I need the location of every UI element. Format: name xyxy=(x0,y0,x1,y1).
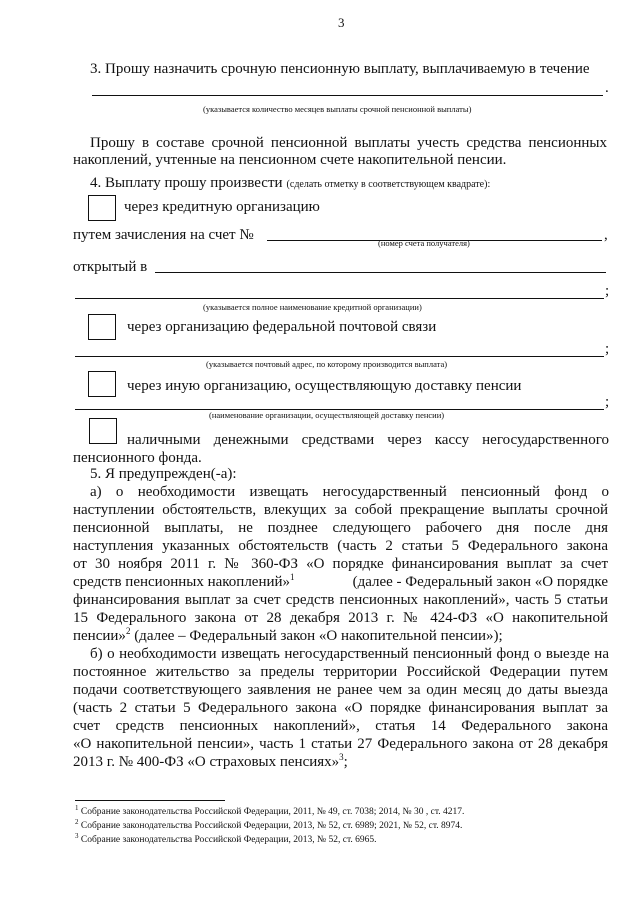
item5-b-line-4: (часть 2 статьи 5 Федерального закона «О порядке финансирования выплат за xyxy=(73,700,608,716)
item5-a-line-2: наступлении обстоятельств, влекущих за собой прекращение выплаты срочной xyxy=(73,502,608,518)
savings-line-2: накоплений, учтенные на пенсионном счете накопительной пенсии. xyxy=(73,152,507,168)
credit-org-checkbox[interactable] xyxy=(88,195,116,221)
footnote-separator xyxy=(75,800,225,801)
cash-label-line-2: пенсионного фонда. xyxy=(73,450,202,466)
item5-a-line-6 xyxy=(73,573,608,591)
item5-a-line-4: наступления указанных обстоятельств (часть 2 статьи 5 Федерального закона xyxy=(73,538,608,554)
footnote-2-text: Собрание законодательства Российской Федерации, 2013, № 52, ст. 6989; 2021, № 52, ст. 8974. xyxy=(80,821,463,831)
item5-a-line-9b: (далее – Федеральный закон «О накопительной пенсии»); xyxy=(134,628,503,644)
item5-a-line-1: а) о необходимости извещать негосударственный пенсионный фонд о xyxy=(90,484,609,500)
footnote-2 xyxy=(75,817,463,832)
footnote-1-mark: 1 xyxy=(75,803,79,812)
footnote-1-text: Собрание законодательства Российской Федерации, 2011, № 49, ст. 7038; 2014, № 30 , ст. 4217. xyxy=(80,807,465,817)
footnote-ref-1: 1 xyxy=(290,572,295,582)
opened-label: открытый в xyxy=(73,259,148,275)
item5-b-line-7b: ; xyxy=(343,754,348,770)
item5-b-line-7a: 2013 г. № 400-ФЗ «О страховых пенсиях» xyxy=(73,754,340,770)
page-number: 3 xyxy=(338,15,345,30)
post-end: ; xyxy=(605,341,610,357)
item5-a-line-3: пенсионной выплаты, не позднее следующего рабочего дня после дня xyxy=(73,520,608,536)
item5-a-line-7: финансирования выплат за счет средств пенсионных накоплений», часть 5 статьи xyxy=(73,592,608,608)
item4-heading xyxy=(90,174,490,192)
item5-heading: 5. Я предупрежден(-а): xyxy=(90,466,237,482)
item5-a-line-6a: средств пенсионных накоплений» xyxy=(73,574,291,590)
item5-b-line-3: подачи соответствующего заявления не ранее чем за один месяц до даты выезда xyxy=(73,682,608,698)
account-label: путем зачисления на счет № xyxy=(73,227,254,243)
account-hint: (номер счета получателя) xyxy=(378,238,470,248)
footnote-3-mark: 3 xyxy=(75,831,79,840)
footnote-ref-2: 2 xyxy=(125,626,131,636)
post-hint: (указывается почтовый адрес, по которому производится выплата) xyxy=(206,359,448,369)
item5-b-line-1: б) о необходимости извещать негосударственный пенсионный фонд о выезде на xyxy=(90,646,609,662)
post-checkbox[interactable] xyxy=(88,314,116,340)
item5-b-line-7 xyxy=(73,753,348,771)
other-org-label: через иную организацию, осуществляющую доставку пенсии xyxy=(127,378,522,394)
item5-b-line-2: постоянное жительство за пределы территории Российской Федерации путем xyxy=(73,664,608,680)
savings-line-1: Прошу в составе срочной пенсионной выплаты учесть средства пенсионных xyxy=(90,135,607,151)
other-hint: (наименование организации, осуществляющей доставку пенсии) xyxy=(209,410,445,420)
footnote-3 xyxy=(75,831,377,846)
other-org-checkbox[interactable] xyxy=(88,371,116,397)
item3-line-end: . xyxy=(605,80,609,96)
item5-a-line-8: 15 Федерального закона от 28 декабря 2013 г. № 424-ФЗ «О накопительной xyxy=(73,610,608,626)
item5-b-line-6: «О накопительной пенсии», часть 1 статьи 27 Федерального закона от 28 декабря xyxy=(73,736,608,752)
cash-label-line-1: наличными денежными средствами через кассу негосударственного xyxy=(127,432,609,448)
item5-a-line-9a: пенсии» xyxy=(73,628,126,644)
bank-hint: (указывается полное наименование кредитной организации) xyxy=(203,302,422,312)
item5-b-line-5: счет средств пенсионных накоплений», статья 14 Федерального закона xyxy=(73,718,608,734)
other-end: ; xyxy=(605,394,610,410)
footnote-3-text: Собрание законодательства Российской Федерации, 2013, № 52, ст. 6965. xyxy=(80,835,377,845)
item4-text: 4. Выплату прошу произвести xyxy=(90,175,283,191)
item3-hint: (указывается количество месяцев выплаты срочной пенсионной выплаты) xyxy=(203,104,472,114)
item5-a-line-9 xyxy=(73,627,503,645)
item4-note: (сделать отметку в соответствующем квадрате): xyxy=(286,179,491,190)
credit-org-label: через кредитную организацию xyxy=(124,199,320,215)
post-address-line[interactable] xyxy=(75,356,604,357)
footnote-ref-3: 3 xyxy=(339,752,344,762)
cash-checkbox[interactable] xyxy=(89,418,117,444)
account-end: , xyxy=(604,227,608,243)
bank-name-line-1[interactable] xyxy=(155,272,606,273)
bank-end: ; xyxy=(605,283,610,299)
footnote-2-mark: 2 xyxy=(75,817,79,826)
item5-a-line-6b: (далее - Федеральный закон «О порядке xyxy=(352,574,608,590)
bank-name-line-2[interactable] xyxy=(75,298,604,299)
item5-a-line-5: от 30 ноября 2011 г. № 360-ФЗ «О порядке финансирования выплат за счет xyxy=(73,556,608,572)
item3-text: 3. Прошу назначить срочную пенсионную выплату, выплачиваемую в течение xyxy=(90,61,590,77)
post-label: через организацию федеральной почтовой связи xyxy=(127,319,437,335)
footnote-1 xyxy=(75,803,465,818)
months-input-line[interactable] xyxy=(92,95,603,96)
